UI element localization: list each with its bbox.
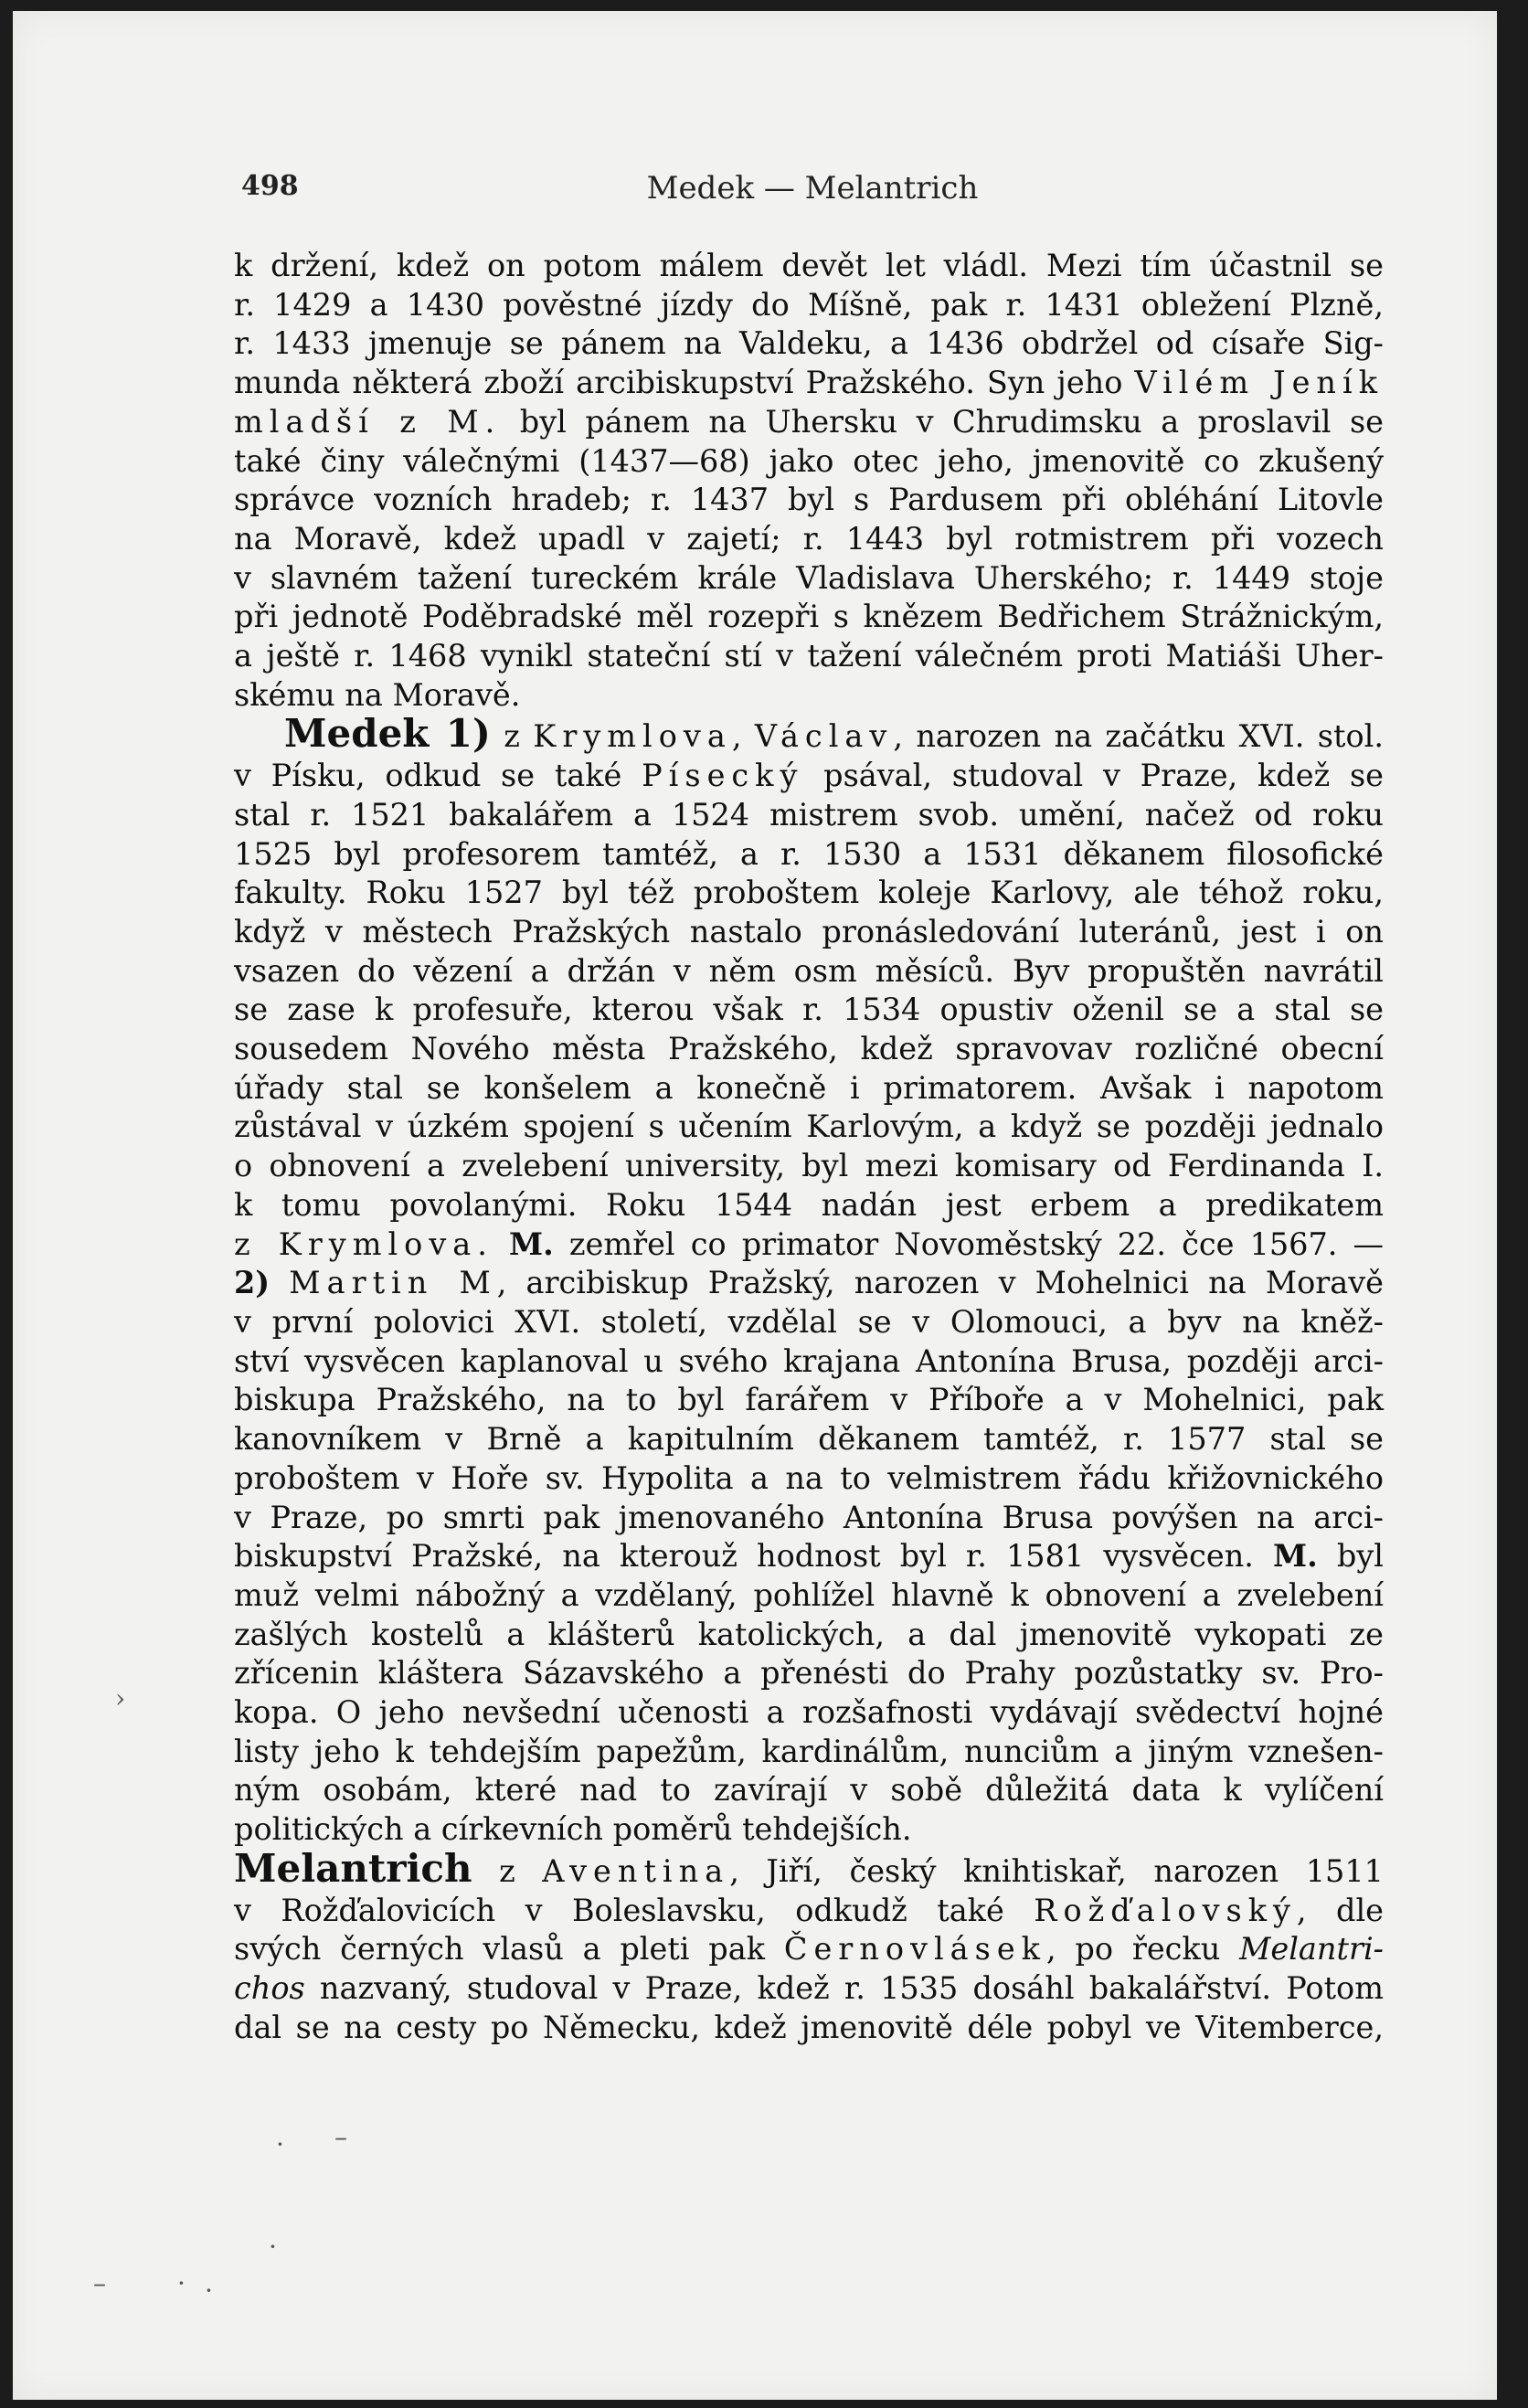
text-line: fakulty. Roku 1527 byl též proboštem koleje Karlovy, ale téhož roku, (234, 875, 1384, 911)
text-segment: zemřel co primator Novoměstský 22. čce 1567. — (568, 1225, 1384, 1262)
text-line: 1525 byl profesorem tamtéž, a r. 1530 a 1531 děkanem filosofické (234, 835, 1384, 872)
text-segment: z (504, 718, 520, 755)
text-line: správce vozních hradeb; r. 1437 byl s Pardusem při obléhání Litovle (234, 482, 1384, 518)
spaced-name: Aventina (542, 1852, 730, 1889)
text-line: a ještě r. 1468 vynikl stateční stí v tažení válečném proti Matiáši Uher- (234, 638, 1384, 674)
text-line (234, 1969, 1384, 2009)
spaced-name: Černovlásek (783, 1931, 1046, 1968)
text-line: r. 1433 jmenuje se pánem na Valdeku, a 1436 obdržel od císaře Sig- (234, 325, 1384, 362)
text-line: když v městech Pražských nastalo pronásledování luteránů, jest i on (234, 913, 1384, 949)
margin-mark: – (93, 2268, 106, 2298)
spaced-name: Vilém Jeník (1134, 365, 1384, 401)
margin-mark: – (334, 2122, 347, 2152)
text-line (234, 364, 1384, 403)
text-segment: , narozen na začátku XVI. stol. (893, 718, 1384, 755)
text-line: kanovníkem v Brně a kapitulním děkanem tamtéž, r. 1577 stal se (234, 1421, 1384, 1458)
entry-heading-line: Medek 1) z Krymlova, Václav, narozen na začátku XVI. stol. (284, 711, 1384, 757)
text-line: se zase k profesuře, kterou však r. 1534 opustiv oženil se a stal se (234, 992, 1384, 1028)
spaced-name: Václav (754, 718, 894, 755)
text-line: muž velmi nábožný a vzdělaný, pohlížel hlavně k obnovení a zvelebení (234, 1576, 1384, 1613)
spaced-name: Krymlova (533, 718, 732, 755)
spaced-name: Martin M (289, 1265, 497, 1301)
text-line: k držení, kdež on potom málem devět let vládl. Mezi tím účastnil se (234, 248, 1384, 283)
text-line: vsazen do vězení a držán v něm osm měsíců. Byv propuštěn navrátil (234, 952, 1384, 989)
margin-mark: › (115, 1683, 126, 1713)
italic-word: chos (234, 1969, 305, 2006)
entry-heading: Melantrich (234, 1845, 472, 1891)
text-line (234, 403, 1384, 442)
text-line: kopa. O jeho nevšední učenosti a rozšafnosti vydávají svědectví hojné (234, 1694, 1384, 1731)
text-line: zůstával v úzkém spojení s učením Karlovým, a když se později jednalo (234, 1109, 1384, 1145)
italic-word: Melantri- (1239, 1931, 1384, 1968)
bold-abbrev: M. (1273, 1538, 1318, 1575)
text-segment: biskupství Pražské, na kterouž hodnost byl r. 1581 vysvěcen. (234, 1538, 1254, 1575)
text-line: také činy válečnými (1437—68) jako otec jeho, jmenovitě co zkušený (234, 442, 1384, 479)
margin-mark: · (205, 2275, 213, 2306)
article-text (234, 247, 1384, 2047)
text-segment: , Jiří, český knihtiskař, narozen 1511 (729, 1852, 1384, 1889)
margin-mark: · (177, 2268, 186, 2298)
text-line: biskupa Pražského, na to byl farářem v Příboře a v Mohelnici, pak (234, 1382, 1384, 1418)
text-line: zašlých kostelů a klášterů katolických, a dal jmenovitě vykopati ze (234, 1616, 1384, 1652)
margin-mark: · (276, 2129, 284, 2159)
text-line (234, 1225, 1384, 1265)
spaced-name: Písecký (642, 758, 804, 794)
text-line: stal r. 1521 bakalářem a 1524 mistrem svob. umění, načež od roku (234, 796, 1384, 833)
book-page (13, 11, 1497, 2400)
text-line: politických a církevních poměrů tehdejších. (234, 1811, 912, 1848)
bold-abbrev: M. (509, 1225, 554, 1262)
page-number: 498 (241, 170, 299, 202)
spaced-name: mladší z M. (234, 403, 502, 440)
text-line (234, 1930, 1384, 1969)
entry-heading-line (234, 1845, 1384, 1892)
text-line: zřícenin kláštera Sázavského a přenésti do Prahy pozůstatky sv. Pro- (234, 1655, 1384, 1692)
text-segment: , po řecku (1045, 1931, 1221, 1968)
text-segment: , dle (1296, 1892, 1384, 1928)
text-segment: nazvaný, studoval v Praze, kdež r. 1535 dosáhl bakalářství. Potom (319, 1969, 1384, 2006)
page-header (241, 161, 1384, 216)
text-line: k tomu povolanými. Roku 1544 nadán jest erbem a predikatem (234, 1186, 1384, 1223)
text-line: v Praze, po smrti pak jmenovaného Antonína Brusa povýšen na arci- (234, 1499, 1384, 1535)
entry-heading: Medek 1) (284, 711, 491, 757)
text-line: r. 1429 a 1430 pověstné jízdy do Míšně, pak r. 1431 obležení Plzně, (234, 286, 1384, 323)
text-segment: , arcibiskup Pražský, narozen v Mohelnici na Moravě (496, 1265, 1384, 1301)
text-segment: svých černých vlasů a pleti pak (234, 1931, 766, 1968)
margin-mark: · (269, 2232, 277, 2262)
spaced-name: z Krymlova. (234, 1225, 493, 1262)
text-line: sousedem Nového města Pražského, kdež spravovav rozličné obecní (234, 1031, 1384, 1067)
text-line: skému na Moravě. (234, 676, 521, 713)
text-line: listy jeho k tehdejším papežům, kardinálům, nunciům a jiným vznešen- (234, 1733, 1384, 1769)
text-segment: psával, studoval v Praze, kdež se (823, 758, 1384, 794)
text-line: ství vysvěcen kaplanoval u svého krajana Antonína Brusa, později arci- (234, 1342, 1384, 1379)
text-line: proboštem v Hoře sv. Hypolita a na to velmistrem řádu křižovnického (234, 1459, 1384, 1496)
text-line (234, 757, 1384, 796)
text-segment: z (499, 1852, 515, 1889)
text-segment: v Písku, odkud se také (234, 758, 622, 794)
text-line: o obnovení a zvelebení university, byl mezi komisary od Ferdinanda I. (234, 1148, 1384, 1184)
text-line: při jednotě Poděbradské měl rozepři s knězem Bedřichem Strážnickým, (234, 599, 1384, 635)
text-segment: v Rožďalovicích v Boleslavsku, odkudž také (234, 1892, 1004, 1928)
text-line: úřady stal se konšelem a konečně i primatorem. Avšak i napotom (234, 1069, 1384, 1106)
spaced-name: Rožďalovský (1034, 1892, 1297, 1928)
text-line (234, 1892, 1384, 1931)
entry-number: 2) (234, 1265, 271, 1301)
text-line: na Moravě, kdež upadl v zajetí; r. 1443 byl rotmistrem při vozech (234, 520, 1384, 557)
text-line: ným osobám, které nad to zavírají v sobě důležitá data k vylíčení (234, 1772, 1384, 1809)
text-segment: byl (1336, 1538, 1384, 1575)
text-line: v slavném tažení tureckém krále Vladislava Uherského; r. 1449 stoje (234, 559, 1384, 596)
text-segment: byl pánem na Uhersku v Chrudimsku a proslavil se (519, 403, 1384, 440)
text-segment: munda některá zboží arcibiskupství Pražského. Syn jeho (234, 365, 1123, 401)
text-line (234, 1537, 1384, 1576)
text-line: v první polovici XVI. století, vzdělal se v Olomouci, a byv na kněž- (234, 1303, 1384, 1340)
running-title: Medek — Melantrich (646, 170, 979, 207)
text-line (234, 1264, 1384, 1303)
text-line: dal se na cesty po Německu, kdež jmenovitě déle pobyl ve Vitemberce, (234, 2009, 1384, 2045)
